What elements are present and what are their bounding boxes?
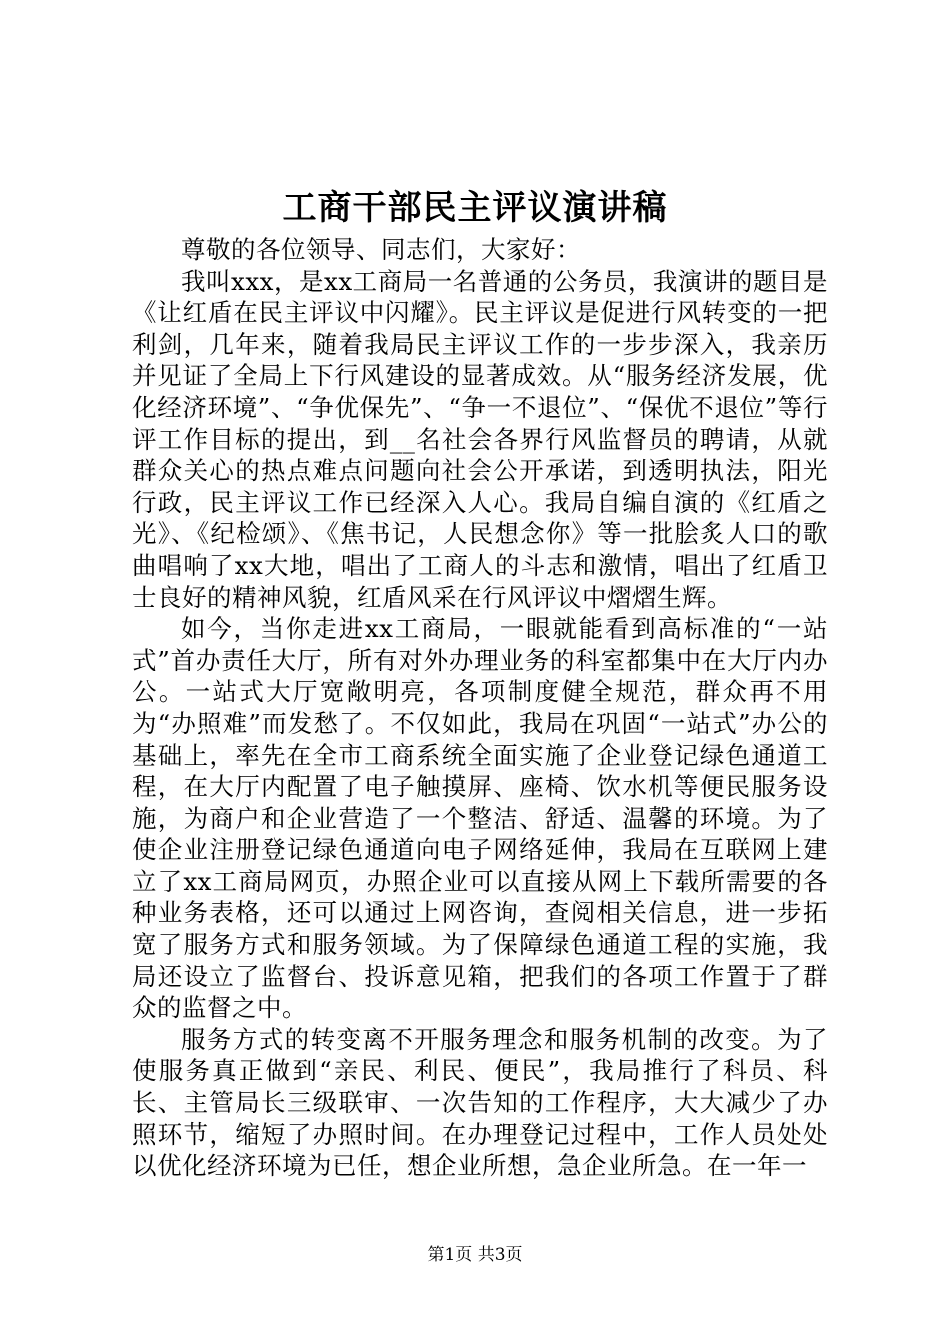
body-paragraph: 服务方式的转变离不开服务理念和服务机制的改变。为了使服务真正做到“亲民、利民、便民”，我局推行了科员、科长、主管局长三级联审、一次告知的工作程序，大大减少了办照环节，缩短了办照时间。在办理登记过程中，工作人员处处以优化经济环境为已任，想企业所想，急企业所急。在一年一 bbox=[132, 1024, 828, 1181]
document-title: 工商干部民主评议演讲稿 bbox=[282, 188, 668, 228]
page-footer: 第1页 共3页 bbox=[427, 1245, 523, 1265]
greeting-paragraph: 尊敬的各位领导、同志们，大家好： bbox=[181, 235, 581, 264]
body-paragraph: 我叫xxx，是xx工商局一名普通的公务员，我演讲的题目是《让红盾在民主评议中闪耀》。民主评议是促进行风转变的一把利剑，几年来，随着我局民主评议工作的一步步深入，我亲历并见证了全局上下行风建设的显著成效。从“服务经济发展，优化经济环境”、“争优保先”、“争一不退位”、“保优不退位”等行评工作目标的提出，到__名社会各界行风监督员的聘请，从就群众关心的热点难点问题向社会公开承诺，到透明执法，阳光行政，民主评议工作已经深入人心。我局自编自演的《红盾之光》、《纪检颂》、《焦书记，人民想念你》等一批脍炙人口的歌曲唱响了xx大地，唱出了工商人的斗志和激情，唱出了红盾卫士良好的精神风貌，红盾风采在行风评议中熠熠生辉。 bbox=[132, 266, 828, 612]
body-paragraph: 如今，当你走进xx工商局，一眼就能看到高标准的“一站式”首办责任大厅，所有对外办理业务的科室都集中在大厅内办公。一站式大厅宽敞明亮，各项制度健全规范，群众再不用为“办照难”而发愁了。不仅如此，我局在巩固“一站式”办公的基础上，率先在全市工商系统全面实施了企业登记绿色通道工程，在大厅内配置了电子触摸屏、座椅、饮水机等便民服务设施，为商户和企业营造了一个整洁、舒适、温馨的环境。为了使企业注册登记绿色通道向电子网络延伸，我局在互联网上建立了xx工商局网页，办照企业可以直接从网上下载所需要的各种业务表格，还可以通过上网咨询，查阅相关信息，进一步拓宽了服务方式和服务领域。为了保障绿色通道工程的实施，我局还设立了监督台、投诉意见箱，把我们的各项工作置于了群众的监督之中。 bbox=[132, 614, 828, 1023]
document-body bbox=[132, 234, 828, 1182]
